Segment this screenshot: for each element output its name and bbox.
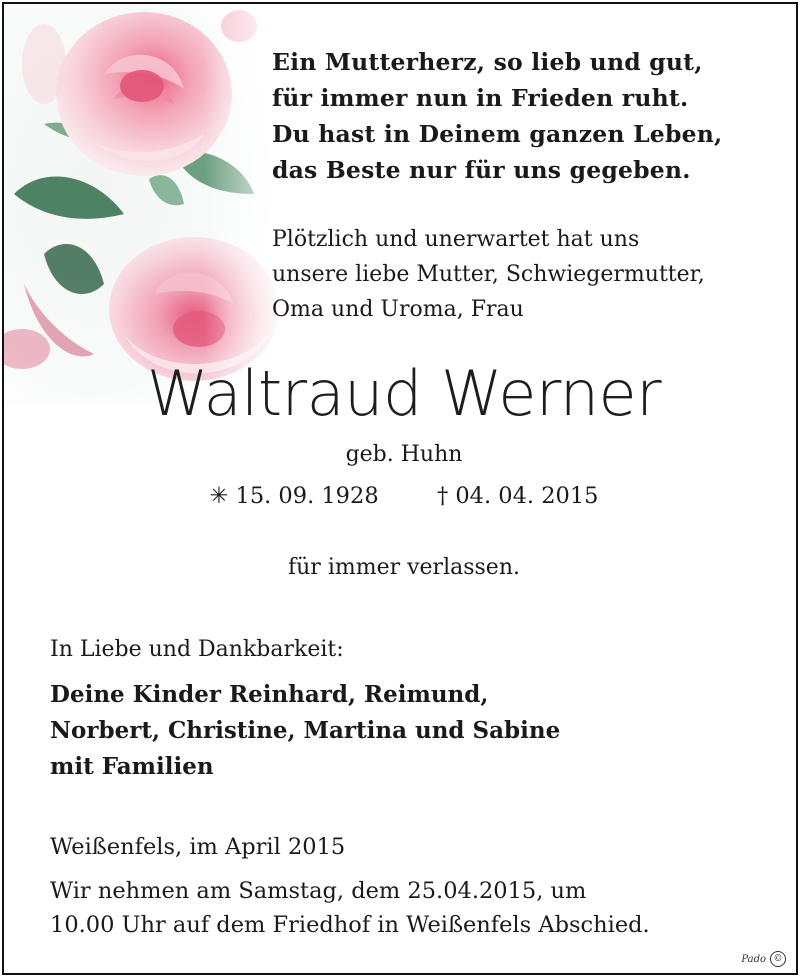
poem-line: Ein Mutterherz, so lieb und gut, (272, 48, 703, 76)
left-us-text: für immer verlassen. (288, 555, 520, 580)
poem (272, 44, 792, 188)
roses-image (4, 4, 294, 404)
credit (741, 951, 786, 967)
death-cross-icon: † (436, 483, 449, 509)
funeral-line: Wir nehmen am Samstag, dem 25.04.2015, um (50, 878, 587, 904)
funeral-notice (50, 874, 650, 942)
family-line: Deine Kinder Reinhard, Reimund, (50, 681, 489, 708)
family-signature (50, 677, 560, 785)
credit-text: Pado (741, 953, 766, 965)
death-date: 04. 04. 2015 (455, 483, 599, 509)
copyright-icon: © (770, 951, 786, 967)
life-dates (4, 480, 798, 512)
birth-star-icon: ✳ (209, 483, 229, 509)
place-date: Weißenfels, im April 2015 (50, 834, 346, 860)
love-line: In Liebe und Dankbarkeit: (50, 637, 344, 662)
deceased-name: Waltraud Werner (146, 357, 662, 430)
family-line: mit Familien (50, 753, 214, 780)
intro-line: unsere liebe Mutter, Schwiegermutter, (272, 262, 705, 287)
intro-line: Plötzlich und unerwartet hat uns (272, 227, 640, 252)
poem-line: Du hast in Deinem ganzen Leben, (272, 120, 723, 148)
obituary-frame (2, 2, 798, 975)
poem-line: das Beste nur für uns gegeben. (272, 156, 691, 184)
intro-line: Oma und Uroma, Frau (272, 297, 524, 322)
family-line: Norbert, Christine, Martina und Sabine (50, 717, 561, 744)
poem-line: für immer nun in Frieden ruht. (272, 84, 689, 112)
birth-date: 15. 09. 1928 (235, 483, 379, 509)
birth-name: geb. Huhn (345, 442, 463, 467)
intro-text (272, 222, 792, 327)
funeral-line: 10.00 Uhr auf dem Friedhof in Weißenfels Abschied. (50, 912, 650, 938)
